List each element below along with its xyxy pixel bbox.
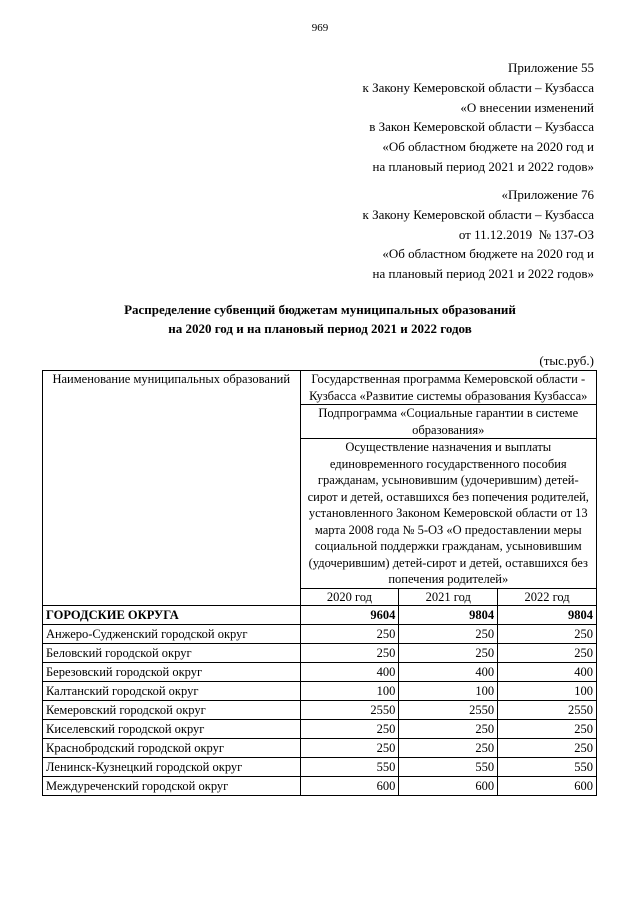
appendix-line: к Закону Кемеровской области – Кузбасса	[362, 206, 594, 222]
value-2021: 250	[399, 644, 498, 663]
table-row	[43, 625, 597, 644]
header-year-2020: 2020 год	[300, 588, 399, 606]
header-year-2022: 2022 год	[498, 588, 597, 606]
appendix-line: «Об областном бюджете на 2020 год и	[382, 246, 594, 262]
table-row	[43, 663, 597, 682]
appendix-line: в Закон Кемеровской области – Кузбасса	[369, 119, 594, 135]
value-2022: 250	[498, 644, 597, 663]
value-2020: 250	[300, 625, 399, 644]
header-measure: Осуществление назначения и выплаты единовременного государственного пособия гражданам, усыновившим (удочерившим) детей-сирот и детей, оставшихся без попечения родителей, установленного Законом Кемеровской области от 13 марта 2008 года № 5-ОЗ «О предоставлении меры социальной поддержки гражданам, усыновившим (удочерившим) детей-сирот и детей, оставшихся без попечения родителей»	[300, 439, 596, 589]
municipality-name: Анжеро-Судженский городской округ	[43, 625, 301, 644]
page-number: 969	[311, 22, 329, 34]
value-2022: 2550	[498, 701, 597, 720]
value-2020: 250	[300, 739, 399, 758]
table-row	[43, 644, 597, 663]
value-2022: 9804	[498, 606, 597, 625]
value-2020: 550	[300, 758, 399, 777]
value-2021: 550	[399, 758, 498, 777]
appendix-line: Приложение 55	[507, 60, 594, 75]
title-line: Распределение субвенций бюджетам муниципальных образований	[124, 302, 516, 317]
table-row	[43, 682, 597, 701]
municipality-name: Краснобродский городской округ	[43, 739, 301, 758]
appendix-header-55	[234, 58, 594, 177]
document-title	[0, 300, 640, 338]
municipality-name: Калтанский городской округ	[43, 682, 301, 701]
value-2020: 2550	[300, 701, 399, 720]
units-label: (тыс.руб.)	[539, 353, 594, 368]
value-2021: 400	[399, 663, 498, 682]
table-row	[43, 701, 597, 720]
value-2020: 9604	[300, 606, 399, 625]
table-row	[43, 758, 597, 777]
header-year-2021: 2021 год	[399, 588, 498, 606]
municipality-name: Кемеровский городской округ	[43, 701, 301, 720]
table-row	[43, 739, 597, 758]
appendix-line: «Об областном бюджете на 2020 год и	[382, 139, 594, 155]
table-row	[43, 606, 597, 625]
appendix-line: на плановый период 2021 и 2022 годов»	[372, 158, 594, 174]
value-2020: 600	[300, 777, 399, 796]
appendix-line: «Приложение 76	[501, 187, 594, 202]
value-2021: 100	[399, 682, 498, 701]
appendix-line: «О внесении изменений	[460, 99, 594, 115]
title-line: на 2020 год и на плановый период 2021 и 2022 годов	[168, 321, 472, 336]
appendix-line: от 11.12.2019 № 137-ОЗ	[458, 226, 594, 242]
value-2021: 9804	[399, 606, 498, 625]
header-subprogram: Подпрограмма «Социальные гарантии в системе образования»	[300, 405, 596, 439]
value-2022: 100	[498, 682, 597, 701]
value-2021: 2550	[399, 701, 498, 720]
appendix-header-76	[234, 185, 594, 284]
value-2022: 250	[498, 625, 597, 644]
table-row	[43, 777, 597, 796]
municipality-name: Беловский городской округ	[43, 644, 301, 663]
header-program: Государственная программа Кемеровской области - Кузбасса «Развитие системы образования Кузбасса»	[300, 371, 596, 405]
value-2022: 550	[498, 758, 597, 777]
value-2020: 100	[300, 682, 399, 701]
value-2021: 250	[399, 720, 498, 739]
appendix-line: к Закону Кемеровской области – Кузбасса	[362, 79, 594, 95]
municipality-name: Киселевский городской округ	[43, 720, 301, 739]
header-municipality: Наименование муниципальных образований	[43, 371, 301, 606]
table-row	[43, 720, 597, 739]
municipality-name: Березовский городской округ	[43, 663, 301, 682]
value-2020: 250	[300, 720, 399, 739]
appendix-line: на плановый период 2021 и 2022 годов»	[372, 266, 594, 282]
value-2022: 400	[498, 663, 597, 682]
municipality-name: Междуреченский городской округ	[43, 777, 301, 796]
value-2020: 400	[300, 663, 399, 682]
value-2022: 250	[498, 739, 597, 758]
value-2020: 250	[300, 644, 399, 663]
value-2021: 600	[399, 777, 498, 796]
subvention-table	[42, 370, 597, 796]
value-2022: 600	[498, 777, 597, 796]
municipality-name: Ленинск-Кузнецкий городской округ	[43, 758, 301, 777]
municipality-name: ГОРОДСКИЕ ОКРУГА	[43, 606, 301, 625]
value-2022: 250	[498, 720, 597, 739]
value-2021: 250	[399, 739, 498, 758]
value-2021: 250	[399, 625, 498, 644]
